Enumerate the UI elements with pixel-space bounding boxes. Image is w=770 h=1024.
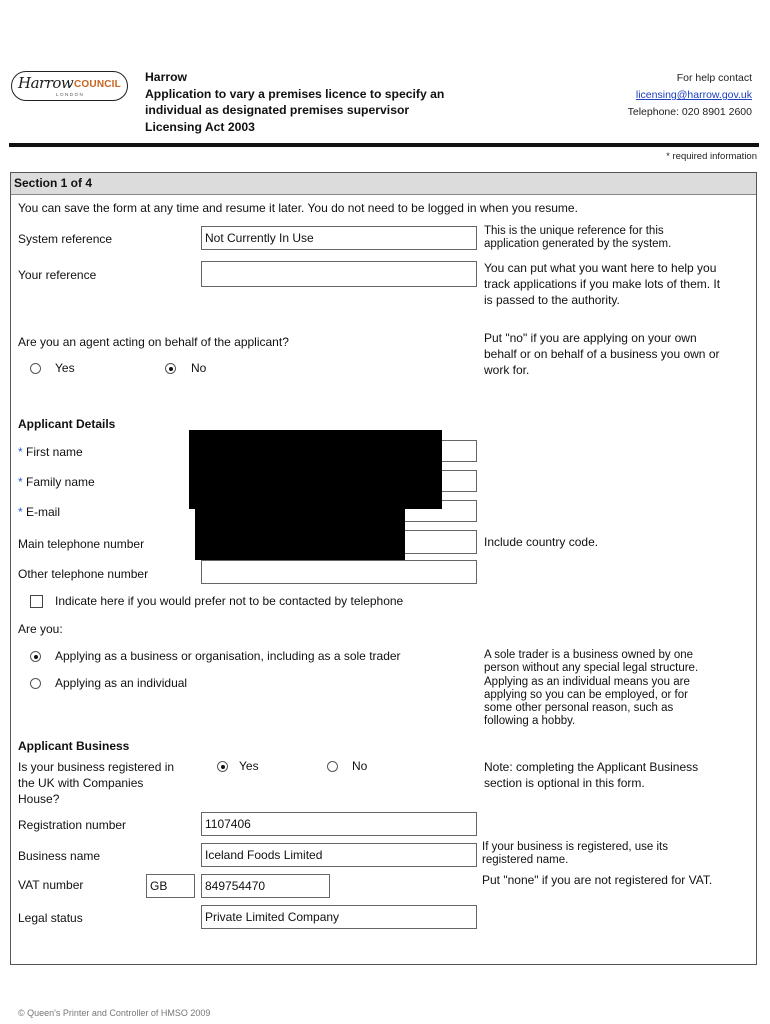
title-line: Licensing Act 2003 bbox=[145, 119, 255, 134]
main-phone-label: Main telephone number bbox=[18, 537, 145, 551]
legal-status-field[interactable]: Private Limited Company bbox=[201, 905, 477, 929]
title-line: individual as designated premises supervisor bbox=[145, 103, 410, 117]
hint-line: some other personal reason, such as bbox=[484, 702, 674, 715]
first-name-label bbox=[18, 445, 83, 459]
copyright-footer: © Queen's Printer and Controller of HMSO 2009 bbox=[18, 1008, 211, 1018]
are-you-question: Are you: bbox=[18, 622, 63, 636]
business-radio[interactable] bbox=[30, 651, 41, 662]
agent-yes-radio[interactable] bbox=[30, 363, 41, 374]
hint-line: application generated by the system. bbox=[484, 238, 672, 251]
section-title: Section 1 of 4 bbox=[14, 176, 93, 190]
email-label bbox=[18, 505, 60, 519]
applicant-business-heading: Applicant Business bbox=[18, 739, 130, 753]
hint-line: Put "no" if you are applying on your own bbox=[484, 331, 697, 345]
family-name-label bbox=[18, 475, 95, 489]
no-phone-contact-checkbox[interactable] bbox=[30, 595, 43, 608]
registered-yes-label: Yes bbox=[239, 759, 259, 773]
required-note: * required information bbox=[666, 151, 757, 162]
business-name-field[interactable]: Iceland Foods Limited bbox=[201, 843, 477, 867]
hint-line: You can put what you want here to help you bbox=[484, 261, 717, 275]
system-reference-label: System reference bbox=[18, 232, 113, 246]
help-contact bbox=[628, 70, 752, 121]
other-phone-label: Other telephone number bbox=[18, 567, 149, 581]
your-reference-label: Your reference bbox=[18, 268, 97, 282]
help-email-link[interactable]: licensing@harrow.gov.uk bbox=[635, 89, 752, 101]
registered-yes-radio[interactable] bbox=[217, 761, 228, 772]
first-name-label-text: First name bbox=[26, 445, 83, 459]
logo-script-text: Harrow bbox=[18, 74, 74, 92]
vat-number-label: VAT number bbox=[18, 878, 84, 892]
harrow-council-logo bbox=[11, 71, 128, 101]
business-name-label: Business name bbox=[18, 849, 101, 863]
required-mark: * bbox=[18, 445, 23, 459]
email-label-text: E-mail bbox=[26, 505, 61, 519]
agent-yes-label: Yes bbox=[55, 361, 75, 375]
family-name-label-text: Family name bbox=[26, 475, 95, 489]
agent-hint bbox=[484, 330, 720, 378]
save-note: You can save the form at any time and resume it later. You do not need to be logged in when you resume. bbox=[18, 201, 578, 215]
logo-london-text: LONDON bbox=[56, 92, 85, 97]
your-reference-hint bbox=[484, 260, 720, 308]
are-you-hint bbox=[484, 649, 698, 729]
redaction-block bbox=[189, 430, 442, 509]
agent-no-label: No bbox=[191, 361, 207, 375]
business-optional-note bbox=[484, 759, 698, 791]
hint-line: registered name. bbox=[482, 854, 569, 867]
registered-no-label: No bbox=[352, 759, 368, 773]
vat-prefix-field[interactable]: GB bbox=[146, 874, 195, 898]
no-phone-contact-label: Indicate here if you would prefer not to be contacted by telephone bbox=[55, 594, 404, 608]
your-reference-field[interactable] bbox=[201, 261, 477, 287]
hint-line: behalf or on behalf of a business you own or bbox=[484, 347, 720, 361]
registration-number-label: Registration number bbox=[18, 818, 127, 832]
note-line: section is optional in this form. bbox=[484, 776, 645, 790]
hint-line: Applying as an individual means you are bbox=[484, 675, 690, 688]
header-divider bbox=[9, 143, 759, 147]
title-line: Application to vary a premises licence to specify an bbox=[145, 86, 445, 101]
required-mark: * bbox=[18, 505, 23, 519]
registration-number-field[interactable]: 1107406 bbox=[201, 812, 477, 836]
hint-line: work for. bbox=[484, 363, 530, 377]
legal-status-label: Legal status bbox=[18, 911, 83, 925]
registered-question bbox=[18, 759, 174, 807]
main-phone-hint: Include country code. bbox=[484, 535, 599, 549]
registered-no-radio[interactable] bbox=[327, 761, 338, 772]
individual-radio[interactable] bbox=[30, 678, 41, 689]
business-name-hint bbox=[482, 841, 668, 868]
vat-hint: Put "none" if you are not registered for VAT. bbox=[482, 873, 713, 887]
hint-line: following a hobby. bbox=[484, 715, 576, 728]
hint-line: A sole trader is a business owned by one bbox=[484, 649, 694, 661]
note-line: Note: completing the Applicant Business bbox=[484, 760, 699, 774]
hint-line: track applications if you make lots of them. It bbox=[484, 277, 721, 291]
hint-line: This is the unique reference for this bbox=[484, 225, 664, 237]
question-line: Is your business registered in bbox=[18, 760, 175, 774]
hint-line: is passed to the authority. bbox=[484, 293, 620, 307]
business-option-label: Applying as a business or organisation, including as a sole trader bbox=[55, 649, 401, 663]
form-title bbox=[145, 69, 485, 135]
vat-number-field[interactable]: 849754470 bbox=[201, 874, 330, 898]
agent-question: Are you an agent acting on behalf of the applicant? bbox=[18, 335, 289, 349]
logo-council-text: COUNCIL bbox=[74, 79, 121, 90]
help-phone: Telephone: 020 8901 2600 bbox=[627, 106, 752, 118]
redaction-block bbox=[195, 509, 405, 560]
title-line: Harrow bbox=[145, 70, 187, 84]
hint-line: applying so you can be employed, or for bbox=[484, 688, 688, 701]
system-reference-field[interactable]: Not Currently In Use bbox=[201, 226, 477, 250]
help-label: For help contact bbox=[676, 72, 752, 84]
required-mark: * bbox=[18, 475, 23, 489]
hint-line: If your business is registered, use its bbox=[482, 841, 668, 853]
agent-no-radio[interactable] bbox=[165, 363, 176, 374]
system-reference-hint bbox=[484, 225, 671, 252]
applicant-details-heading: Applicant Details bbox=[18, 417, 116, 431]
hint-line: person without any special legal structure. bbox=[484, 662, 699, 675]
question-line: House? bbox=[18, 792, 60, 806]
individual-option-label: Applying as an individual bbox=[55, 676, 188, 690]
section-header-bar bbox=[11, 173, 756, 195]
other-phone-field[interactable] bbox=[201, 560, 477, 584]
question-line: the UK with Companies bbox=[18, 776, 144, 790]
